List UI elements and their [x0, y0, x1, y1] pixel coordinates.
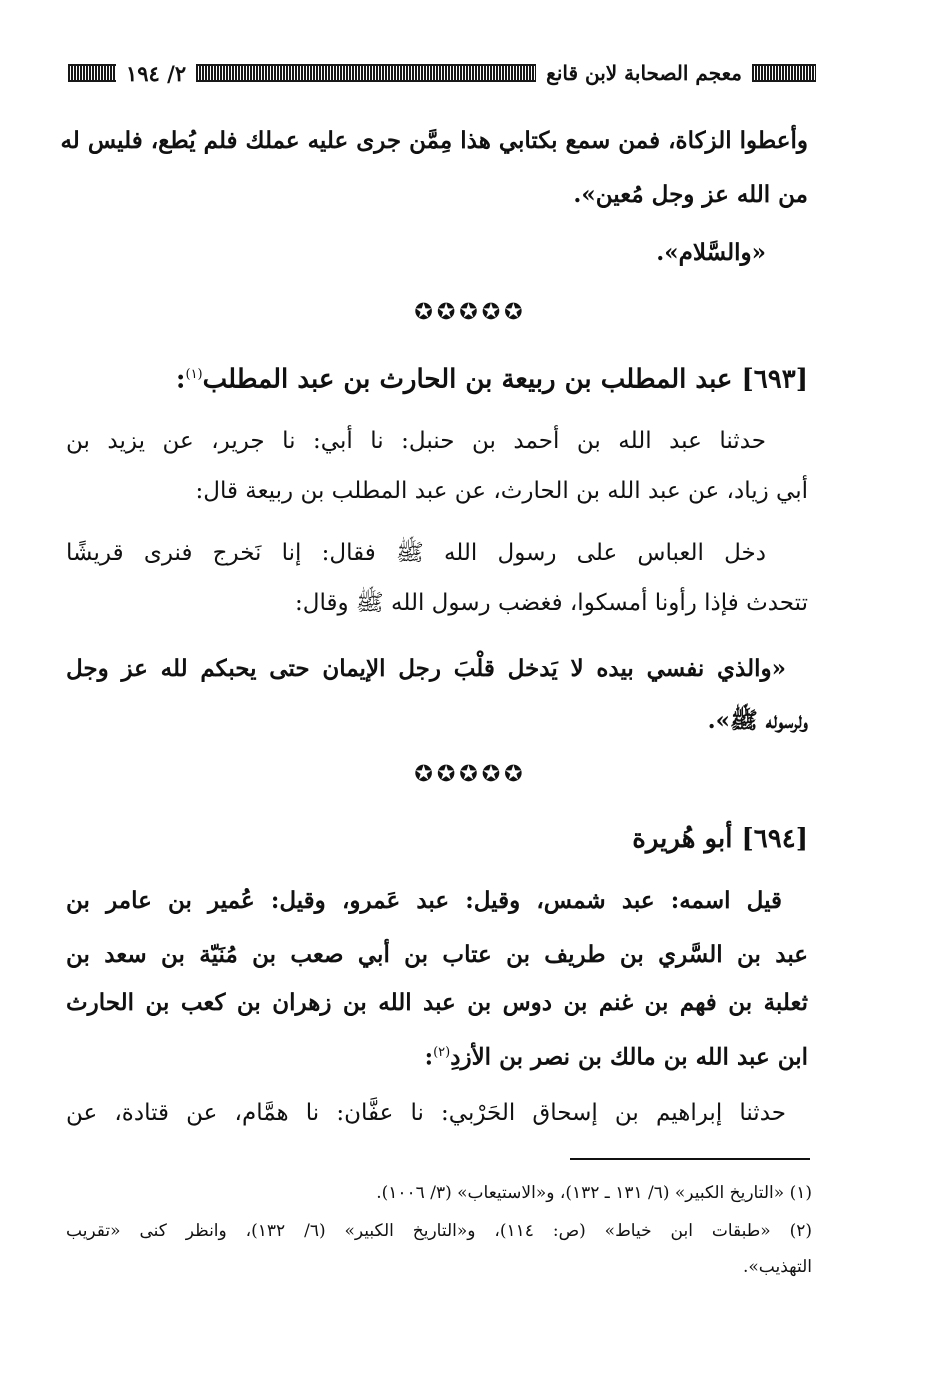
text-span: ابن عبد الله بن مالك بن نصر بن الأزدِ [450, 1043, 808, 1071]
header-ornament-bar [752, 64, 816, 82]
entry-title: [٦٩٣] عبد المطلب بن ربيعة بن الحارث بن عبد المطلب [202, 364, 808, 395]
book-title: معجم الصحابة لابن قانع [546, 61, 742, 85]
page-number: ٢/ ١٩٤ [126, 60, 187, 86]
text-line: حدثنا إبراهيم بن إسحاق الحَرْبي: نا عفَّان: نا همَّام، عن قتادة، عن [66, 1100, 786, 1126]
section-divider-stars: ✪✪✪✪✪ [414, 300, 527, 325]
text-line: أبي زياد، عن عبد الله بن الحارث، عن عبد المطلب بن ربيعة قال: [195, 478, 808, 504]
text-colon: : [424, 1043, 434, 1071]
text-line: «والذي نفسي بيده لا يَدخل قلْبَ رجل الإيمان حتى يحبكم لله عز وجل [66, 655, 786, 682]
entry-heading-694 [66, 822, 808, 856]
text-line: دخل العباس على رسول الله ﷺ فقال: إنا نَخرج فنرى قريشًا [66, 540, 766, 566]
text-line: ولرسوله ﷺ». [707, 707, 808, 734]
heading-colon: : [175, 364, 186, 395]
footnote-1: (١) «التاريخ الكبير» (٦/ ١٣١ ـ ١٣٢)، و«الاستيعاب» (٣/ ١٠٠٦). [376, 1183, 812, 1203]
entry-heading-693 [66, 358, 808, 397]
text-line: حدثنا عبد الله بن أحمد بن حنبل: نا أبي: نا جرير، عن يزيد بن [66, 428, 766, 454]
header-ornament-bar [68, 64, 116, 82]
text-line: عبد بن السَّري بن طريف بن عتاب بن أبي صعب بن مُنَيّة بن سعد بن [66, 941, 808, 968]
running-header [68, 58, 816, 88]
header-ornament-bar [196, 64, 536, 82]
text-line: «والسَّلام». [656, 239, 766, 266]
text-line [66, 1036, 808, 1075]
text-line: قيل اسمه: عبد شمس، وقيل: عبد عَمرو، وقيل: عُمير بن عامر بن [66, 887, 782, 914]
text-line: تتحدث فإذا رأونا أمسكوا، فغضب رسول الله ﷺ وقال: [295, 590, 808, 616]
text-line: من الله عز وجل مُعين». [573, 181, 808, 208]
text-line: ثعلبة بن فهم بن غنم بن دوس بن عبد الله بن زهران بن كعب بن الحارث [66, 989, 808, 1016]
footnote-ref: (١) [185, 367, 203, 382]
text-line: وأعطوا الزكاة، فمن سمع بكتابي هذا مِمَّن جرى عليه عملك فلم يُطع، فليس له [60, 127, 808, 154]
footnote-2: (٢) «طبقات ابن خياط» (ص: ١١٤)، و«التاريخ الكبير» (٦/ ١٣٢)، وانظر كنى «تقريب [66, 1221, 812, 1241]
footnote-2-cont: التهذيب». [742, 1257, 812, 1277]
footnote-ref: (٢) [433, 1045, 451, 1060]
entry-title: [٦٩٤] أبو هُريرة [632, 824, 808, 854]
footnote-separator [570, 1158, 810, 1160]
section-divider-stars: ✪✪✪✪✪ [414, 762, 527, 787]
